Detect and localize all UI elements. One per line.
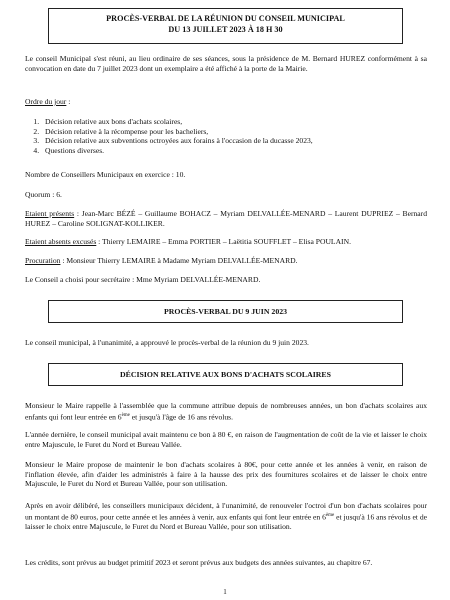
- vouchers-paragraph-2: L'année dernière, le conseil municipal avait maintenu ce bon à 80 €, en raison de l'augmentation de coût de la vie et laisser le choix entre Majuscule, le Furet du Nord et Bureau Vallée.: [25, 430, 427, 449]
- absent-label: Etaient absents excusés: [25, 237, 97, 246]
- agenda-item: 2. Décision relative à la récompense pour les bacheliers,: [41, 127, 443, 137]
- agenda-item: 4. Questions diverses.: [41, 146, 443, 156]
- agenda-item: 1. Décision relative aux bons d'achats scolaires,: [41, 117, 443, 127]
- vouchers-p4-sup: ème: [325, 512, 335, 518]
- proxy-label: Procuration: [25, 256, 61, 265]
- present-members: [25, 209, 427, 228]
- secretary-line: Le Conseil a choisi pour secrétaire : Mme Myriam DELVALLÉE-MENARD.: [25, 275, 261, 284]
- vouchers-p4-end: et jusqu'à 16 ans révolus et de laisser le choix entre Majuscule, le Furet du Nord et Bureau Vallée, pour son utilisation.: [25, 512, 427, 531]
- minutes-text: Le conseil municipal, à l'unanimité, a approuvé le procès-verbal de la réunion du 9 juin 2023.: [25, 338, 309, 347]
- present-label: Etaient présents: [25, 209, 75, 218]
- vouchers-section-title: DÉCISION RELATIVE AUX BONS D'ACHATS SCOLAIRES: [48, 363, 403, 386]
- councillors-count: Nombre de Conseillers Municipaux en exercice : 10.: [25, 170, 186, 179]
- vouchers-paragraph-1: [25, 401, 427, 422]
- vouchers-p4-text: Après en avoir délibéré, les conseillers municipaux décident, à l'unanimité, de renouveler l'octroi d'un bon d'achats scolaires pour un montant de 80 euros, pour cette année et les années à venir, aux enfants qui font leur entrée en 6: [25, 501, 427, 522]
- absent-members: [25, 237, 427, 247]
- title-box: [48, 8, 403, 44]
- agenda-item: 3. Décision relative aux subventions octroyées aux forains à l'occasion de la ducasse 2023,: [41, 136, 443, 146]
- agenda-heading: [25, 97, 427, 107]
- present-names: : Jean-Marc BÉZÉ – Guillaume BOHACZ – Myriam DELVALLÉE-MENARD – Laurent DUPRIEZ – Bernard HUREZ – Caroline SOLIGNAT-KOLLIKER.: [25, 209, 427, 228]
- proxy-text: : Monsieur Thierry LEMAIRE à Madame Myriam DELVALLÉE-MENARD.: [60, 256, 298, 265]
- intro-paragraph: Le conseil Municipal s'est réuni, au lieu ordinaire de ses séances, sous la présidence de M. Bernard HUREZ conformément à sa convocation en date du 7 juillet 2023 dont un exemplaire a été affiché à la porte de la Mairie.: [25, 54, 427, 73]
- vouchers-p1-end: et jusqu'à l'âge de 16 ans révolus.: [129, 412, 234, 422]
- agenda-heading-suffix: :: [66, 97, 71, 106]
- agenda-heading-label: Ordre du jour: [25, 97, 67, 106]
- agenda-list: [25, 117, 443, 155]
- title-line-1: PROCÈS-VERBAL DE LA RÉUNION DU CONSEIL MUNICIPAL: [106, 14, 345, 23]
- vouchers-paragraph-3: Monsieur le Maire propose de maintenir le bon d'achats scolaires à 80€, pour cette année et les années à venir, en raison de l'inflation élevée, afin d'aider les administrés à faire à la hausse des prix des fournitures scolaires et de laisser le choix entre Majuscule, le Furet du Nord et Bureau Vallée, pour son utilisation.: [25, 460, 427, 489]
- absent-names: : Thierry LEMAIRE – Emma PORTIER – Laëtitia SOUFFLET – Elisa POULAIN.: [96, 237, 351, 246]
- vouchers-p1-sup: ème: [121, 412, 130, 418]
- title-line-2: DU 13 JUILLET 2023 À 18 H 30: [168, 25, 283, 34]
- vouchers-paragraph-5: Les crédits, sont prévus au budget primitif 2023 et seront prévus aux budgets des années suivantes, au chapitre 67.: [25, 558, 373, 567]
- proxy-line: [25, 256, 427, 266]
- vouchers-paragraph-4: [25, 501, 427, 531]
- quorum: Quorum : 6.: [25, 190, 62, 199]
- vouchers-p1-text: Monsieur le Maire rappelle à l'assemblée que la commune attribue depuis de nombreuses années, un bon d'achats scolaires aux enfants qui font leur entrée en 6: [25, 401, 427, 422]
- page-number: 1: [223, 588, 227, 596]
- minutes-section-title: PROCÈS-VERBAL DU 9 JUIN 2023: [48, 300, 403, 323]
